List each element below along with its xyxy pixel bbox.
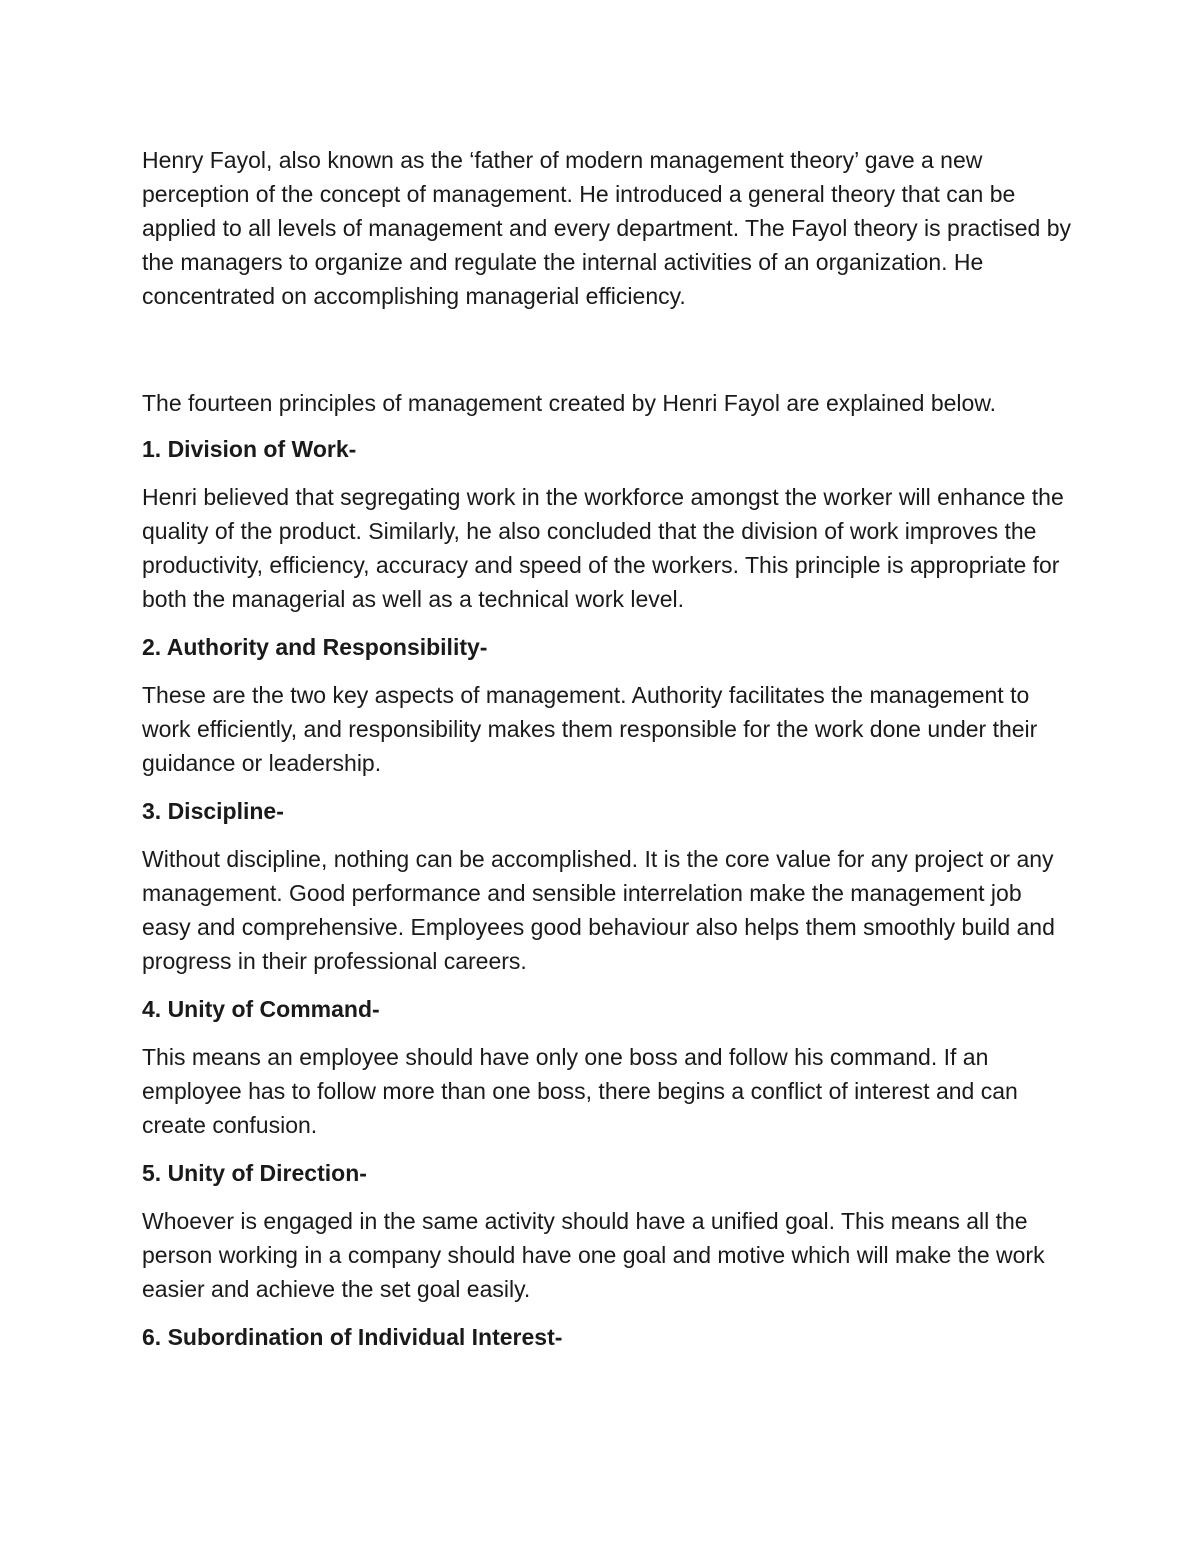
section-body-division-of-work: Henri believed that segregating work in the workforce amongst the worker will enhance the quality of the product. Similarly, he also concluded that the division of work improves the productivity, efficiency, accuracy and speed of the workers. This principle is appropriate for both the managerial as well as a technical work level. [142, 484, 1064, 612]
section-body-unity-of-direction: Whoever is engaged in the same activity should have a unified goal. This means all the person working in a company should have one goal and motive which will make the work easier and achieve the set goal easily. [142, 1208, 1045, 1302]
section-heading-division-of-work: 1. Division of Work- [142, 436, 357, 462]
section-heading-discipline: 3. Discipline- [142, 798, 284, 824]
lead-paragraph: The fourteen principles of management created by Henri Fayol are explained below. [142, 390, 997, 416]
section-heading-subordination-of-interest: 6. Subordination of Individual Interest- [142, 1324, 563, 1350]
section-heading-authority-responsibility: 2. Authority and Responsibility- [142, 634, 488, 660]
document-body [142, 143, 1072, 1368]
section-body-unity-of-command: This means an employee should have only one boss and follow his command. If an employee has to follow more than one boss, there begins a conflict of interest and can create confusion. [142, 1044, 1018, 1138]
intro-paragraph: Henry Fayol, also known as the ‘father of modern management theory’ gave a new perception of the concept of management. He introduced a general theory that can be applied to all levels of management and every department. The Fayol theory is practised by the managers to organize and regulate the internal activities of an organization. He concentrated on accomplishing managerial efficiency. [142, 147, 1072, 309]
section-heading-unity-of-command: 4. Unity of Command- [142, 996, 380, 1022]
section-body-authority-responsibility: These are the two key aspects of management. Authority facilitates the management to work efficiently, and responsibility makes them responsible for the work done under their guidance or leadership. [142, 682, 1038, 776]
section-heading-unity-of-direction: 5. Unity of Direction- [142, 1160, 367, 1186]
section-body-discipline: Without discipline, nothing can be accomplished. It is the core value for any project or any management. Good performance and sensible interrelation make the management job easy and comprehensive. Employees good behaviour also helps them smoothly build and progress in their professional careers. [142, 846, 1055, 974]
